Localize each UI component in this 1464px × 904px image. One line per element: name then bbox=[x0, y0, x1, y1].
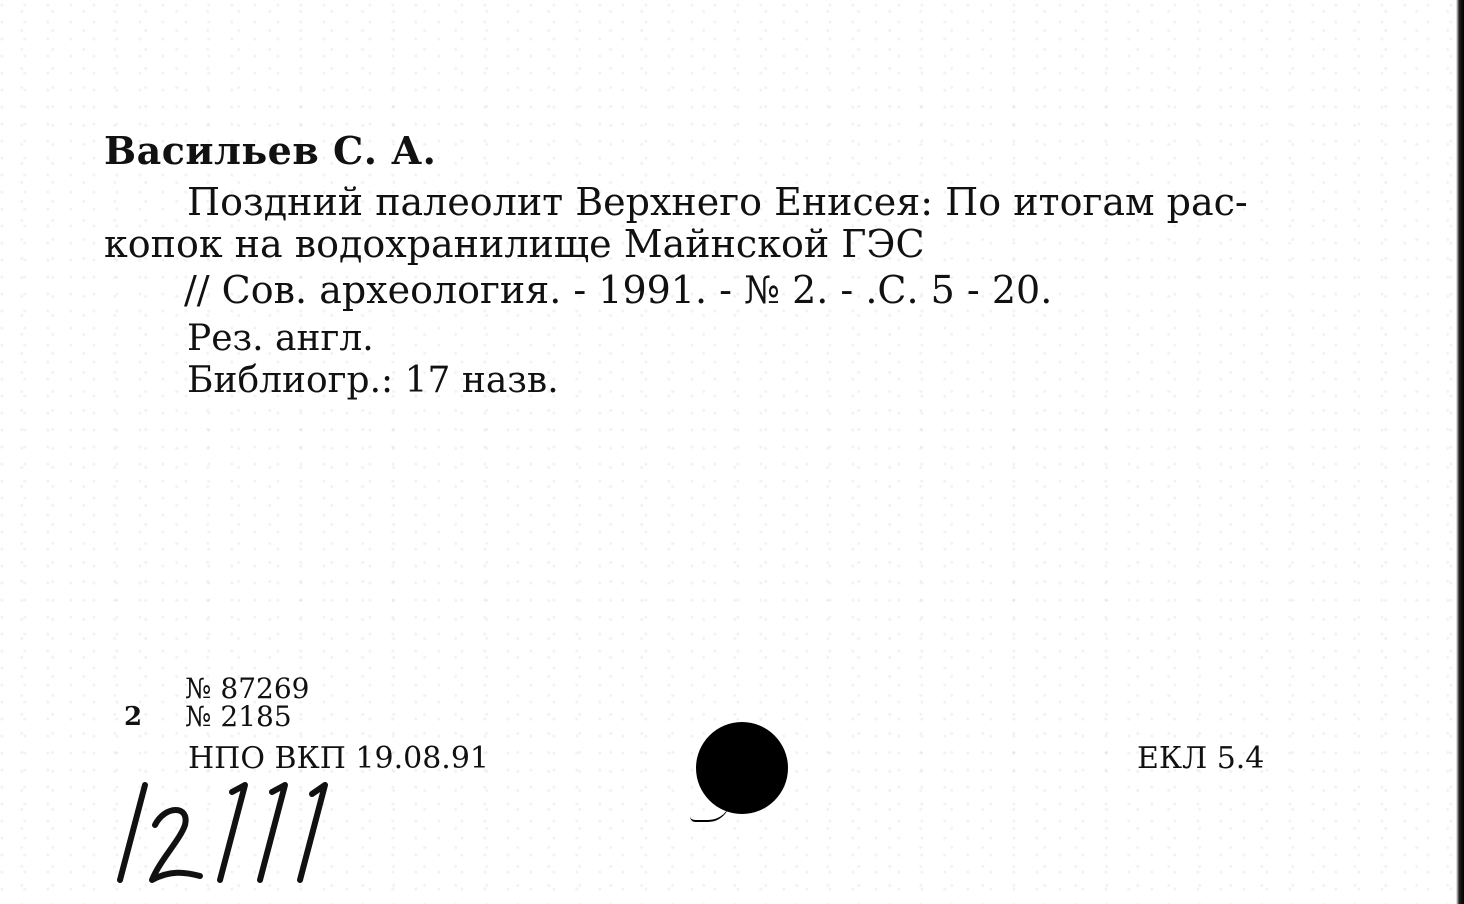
card-edge-shadow bbox=[1456, 0, 1464, 904]
author-name: Васильев С. А. bbox=[104, 128, 437, 173]
copies-count: 2 bbox=[124, 702, 143, 732]
organization-date: НПО ВКП 19.08.91 bbox=[188, 741, 490, 776]
record-number-2: № 2185 bbox=[185, 700, 292, 733]
record-number-1: № 87269 bbox=[185, 672, 310, 705]
classification-code: ЕКЛ 5.4 bbox=[1137, 741, 1265, 776]
handwritten-number-signature bbox=[110, 780, 340, 890]
source-citation: // Сов. археология. - 1991. - № 2. - .С. 5 - 20. bbox=[184, 268, 1053, 312]
title-line-1: Поздний палеолит Верхнего Енисея: По итогам рас- bbox=[187, 180, 1248, 224]
summary-note: Рез. англ. bbox=[187, 318, 374, 359]
bibliography-note: Библиогр.: 17 назв. bbox=[187, 360, 559, 401]
punch-hole-tail bbox=[690, 800, 730, 822]
title-line-2: копок на водохранилище Майнской ГЭС bbox=[104, 222, 925, 266]
